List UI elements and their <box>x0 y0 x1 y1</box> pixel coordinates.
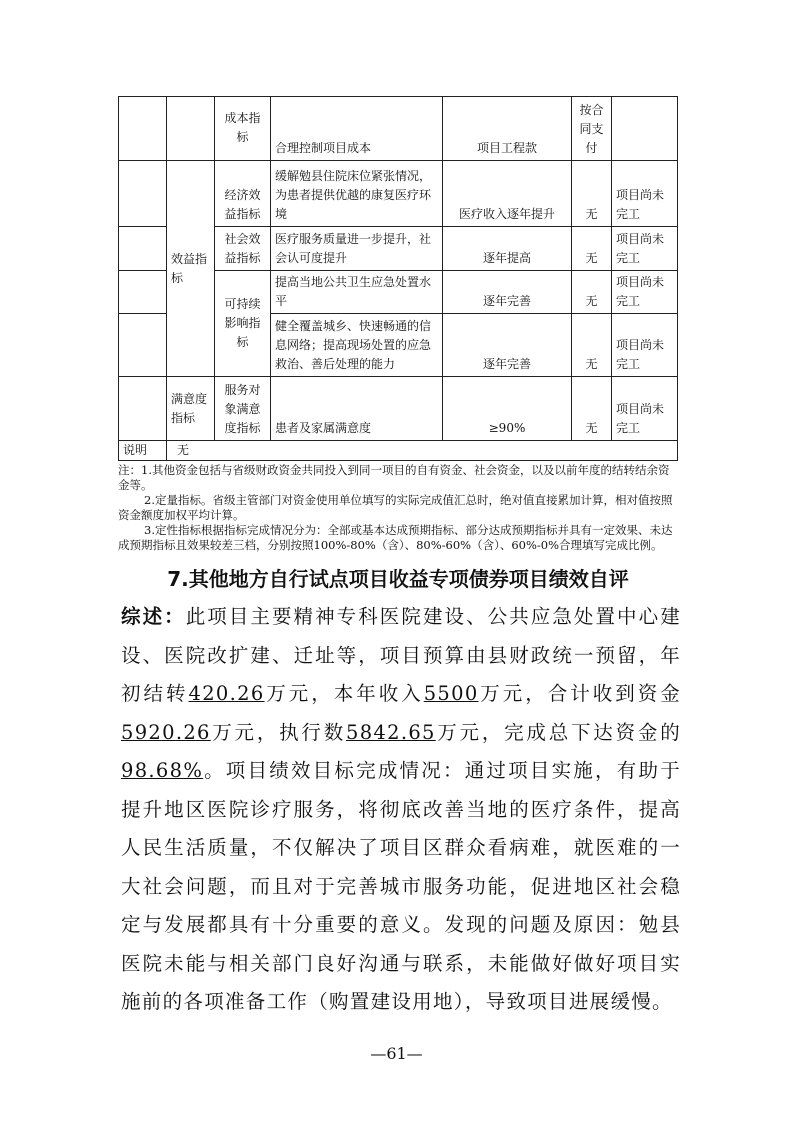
category-cell-satisfaction: 满意度指标 <box>167 377 215 441</box>
remark-cell <box>612 97 678 161</box>
target-value-cell: 逐年完善 <box>443 314 572 377</box>
indicator-content-cell: 患者及家属满意度 <box>271 377 443 441</box>
deviation-cell: 无 <box>572 227 612 271</box>
note-1: 注：1.其他资金包括与省级财政资金共同投入到同一项目的自有资金、社会资金，以及以前年度的结转结余资金等。 <box>118 463 670 492</box>
total-received-amount: 5920.26 <box>121 720 211 744</box>
sub-indicator-cell: 成本指标 <box>215 97 271 161</box>
table-row <box>119 377 678 441</box>
deviation-cell: 无 <box>572 314 612 377</box>
sub-indicator-cell: 社会效益指标 <box>215 227 271 271</box>
note-2: 2.定量指标。省级主管部门对资金使用单位填写的实际完成值汇总时，绝对值直接累加计算，相对值按照资金额度加权平均计算。 <box>118 493 673 522</box>
indicator-content-cell: 合理控制项目成本 <box>271 97 443 161</box>
target-value-cell: 逐年完善 <box>443 271 572 314</box>
explanation-value-cell: 无 <box>167 441 678 461</box>
remark-cell: 项目尚未完工 <box>612 227 678 271</box>
indicator-content-cell: 缓解勉县住院床位紧张情况，为患者提供优越的康复医疗环境 <box>271 161 443 227</box>
explanation-label-cell: 说明 <box>119 441 167 461</box>
indicator-content-cell: 健全覆盖城乡、快速畅通的信息网络；提高现场处置的应急救治、善后处理的能力 <box>271 314 443 377</box>
performance-indicator-table <box>118 96 678 461</box>
deviation-cell: 无 <box>572 271 612 314</box>
executed-amount: 5842.65 <box>346 720 436 744</box>
indicator-content-cell: 提高当地公共卫生应急处置水平 <box>271 271 443 314</box>
table-cell-blank <box>119 97 167 161</box>
category-cell-benefit: 效益指标 <box>167 161 215 377</box>
deviation-cell: 无 <box>572 161 612 227</box>
remark-cell: 项目尚未完工 <box>612 314 678 377</box>
table-cell-blank <box>167 97 215 161</box>
section-title: 7.其他地方自行试点项目收益专项债券项目绩效自评 <box>167 567 629 591</box>
target-value-cell: 医疗收入逐年提升 <box>443 161 572 227</box>
carryover-amount: 420.26 <box>188 682 265 705</box>
table-notes <box>118 463 678 553</box>
remark-cell: 项目尚未完工 <box>612 377 678 441</box>
sub-indicator-cell: 可持续影响指标 <box>215 271 271 377</box>
target-value-cell: 逐年提高 <box>443 227 572 271</box>
table-row <box>119 161 678 227</box>
remark-cell: 项目尚未完工 <box>612 271 678 314</box>
target-value-cell: ≥90% <box>443 377 572 441</box>
deviation-cell: 无 <box>572 377 612 441</box>
page-number: —61— <box>370 1044 423 1063</box>
sub-indicator-cell: 经济效益指标 <box>215 161 271 227</box>
target-value-cell: 项目工程款 <box>443 97 572 161</box>
table-cell-blank <box>119 161 167 227</box>
note-3: 3.定性指标根据指标完成情况分为：全部或基本达成预期指标、部分达成预期指标并具有一定效果、未达成预期指标且效果较差三档，分别按照100%-80%（含）、80%-60%（含）、60%-0%合理填写完成比例。 <box>118 523 673 552</box>
sub-indicator-cell: 服务对象满意度指标 <box>215 377 271 441</box>
table-row <box>119 97 678 161</box>
table-row-explanation <box>119 441 678 461</box>
table-cell-blank <box>119 227 167 271</box>
remark-cell: 项目尚未完工 <box>612 161 678 227</box>
table-cell-blank <box>119 377 167 441</box>
indicator-content-cell: 医疗服务质量进一步提升，社会认可度提升 <box>271 227 443 271</box>
table-cell-blank <box>119 271 167 314</box>
summary-paragraph: 综述：此项目主要精神专科医院建设、公共应急处置中心建设、医院改扩建、迁址等，项目预算由县财政统一预留，年初结转420.26万元，本年收入5500万元，合计收到资金5920.26万元，执行数5842.65万元，完成总下达资金的98.68%。项目绩效目标完成情况：通过项目实施，有助于提升地区医院诊疗服务，将彻底改善当地的医疗条件，提高人民生活质量，不仅解决了项目区群众看病难，就医难的一大社会问题，而且对于完善城市服务功能，促进地区社会稳定与发展都具有十分重要的意义。发现的问题及原因：勉县医院未能与相关部门良好沟通与联系，未能做好做好项目实施前的各项准备工作（购置建设用地），导致项目进展缓慢。 <box>121 605 681 1013</box>
income-amount: 5500 <box>423 682 479 705</box>
deviation-cell: 按合同支付 <box>572 97 612 161</box>
completion-rate: 98.68% <box>121 759 204 782</box>
summary-lead: 综述： <box>121 605 186 628</box>
table-cell-blank <box>119 314 167 377</box>
